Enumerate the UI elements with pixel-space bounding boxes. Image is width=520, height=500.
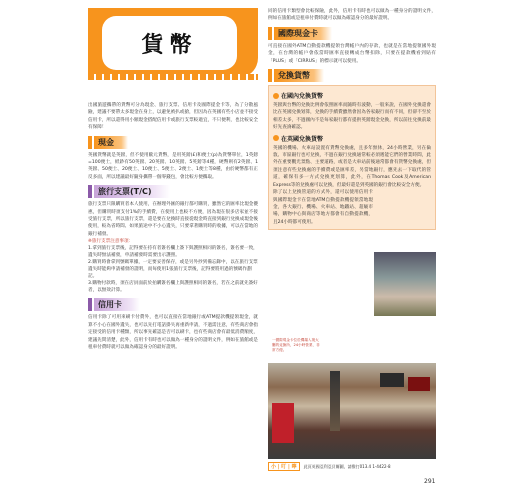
travelers-cheque-paragraph: 旅行支票只限購買者本人使用，在辦理外匯的銀行都可購買，雖然它的匯率比現金優惠，但購買時須支付1%的手續費，在使用上也較不方便，因為現在很多店家並不接受旅行支票，所以旅行支票，還是要在兌換時直接從現金時直接到銀行兌換成現金後使用，較為省時間、如果旅途中不小心遺失，只要拿著購買時的收據，可以在當地的銀行補發。 <box>88 202 258 237</box>
uk-exchange-paragraph-2: 除了以上兌換管道的方式外，還可以使用信用卡與國際現金卡在當地ATM自動提款機提領當地現金，各大銀行、機場、火車站、地鐵站、超級市場，購物中心與商店等地方都會有自動提款機，且24小時都可使用。 <box>273 190 373 225</box>
piccadilly-circus-photo <box>268 363 436 459</box>
title-banner <box>88 8 258 78</box>
uk-exchange-paragraph: 英國的機場、火車站設置有貨幣兌換處，且多年無休，24小時營業，另在倫敦、市區銀行也可兌換，不過在銀行兌換通常較必須遞能它們的營業時間，此外在重要觀光景點、主要道路，或者是大車站前後通常都會有貨幣兌換處，但須注意有些兌換處的手續費或是匯率差，另當地銀行，應先去一下取代的管道，確保有多一方式兌換更划算，此外，在Thomas Cook及American Express等的兌換處可以兌換，但最好還是到英國的銀行會比較安全方便。 <box>273 145 431 188</box>
exchange-photo-caption: 一國際現金卡位於機場入境大廳的兌換所，24小時營業、非常方便。 <box>272 338 320 352</box>
credit-card-heading <box>88 298 258 311</box>
travelers-cheque-note-title: ※旅行支票注意事項： <box>88 239 134 245</box>
title-stripe <box>88 74 258 80</box>
caption-tag: 小 | 叮 | 嚀 <box>268 462 300 471</box>
travelers-cheque-heading <box>88 185 258 198</box>
left-column <box>88 8 258 493</box>
uk-exchange-title: 在英國兌換貨幣 <box>273 134 431 143</box>
billboard-shape <box>380 373 404 387</box>
cash-heading-label: 現金 <box>94 136 128 149</box>
credit-card-paragraph: 信用卡除了可用來刷卡付費外，也可以直接在當地銀行或ATM提款機提領現金，就算不小心在國外遺失，也可以先打電話掛失再重新申請，不過需注意，有些商店會指定接受的信用卡種類，所以事先確認是否可以刷卡，也有些商店會有最低消費額度，建議先問清楚，此外，信用卡有時也可以做為一種身分的證明文件，例如在旅館或是租車付費時就可以做為確認身分的最好證明。 <box>88 315 258 350</box>
travelers-cheque-heading-label: 旅行支票(T/C) <box>94 185 170 198</box>
right-intro-paragraph: 同的信用卡類型會比較保險，此外，信用卡有時也可以做為一種身分的證明文件，例如在旅館或是租車付費時就可以做為確認身分的最好證明。 <box>268 9 436 22</box>
photo-caption <box>268 462 436 471</box>
travelers-cheque-note-2: 2.購買時會拿到號碼單據，一定要妥善保存，或是另外抄到備忘錄中，以在旅行支票遺失時能夠申請補發的證明，而每使用1張旅行支票後，記得要將用過的號碼作劃記。 <box>88 260 258 280</box>
international-card-paragraph: 可直接在國外ATM自動提款機提領台灣帳戶內的存款，也就是在當地提領國外現金，在台灣的帳戶會依當時匯率直接轉成台幣扣除，只要在提款機看到貼有「PLUS」或「CIRRUS」的標示就可以使用。 <box>268 43 436 64</box>
caption-text: 此頁英國亞利亞貝爾圖，請撥打013.4 1-4422-8 <box>303 463 391 469</box>
bullet-icon <box>273 93 279 99</box>
intro-paragraph: 出國旅遊攜帶的貨幣可分為現金、旅行支票、信用卡及國際提金卡等，為了分散風險，建議不要帶太多現金在身上，以避免被扒或搶，但因為在英國有些小店並不接受信用卡，所以還得用小額現金搭配信用卡或旅行支票較適宜，不只便利，也比較安全有保障！ <box>88 103 258 131</box>
page-title: 貨幣 <box>141 32 198 58</box>
right-column <box>268 8 436 493</box>
title-box <box>102 16 237 70</box>
statue-shape <box>330 371 340 431</box>
exchange-heading-label: 兌換貨幣 <box>274 69 324 82</box>
cash-paragraph: 英國貨幣就是英鎊，但不使用歐元貨幣，是用英鎊(£)和便士(p)為貨幣單位，1英鎊=100便士，紙鈔有50英鎊、20英鎊、10英鎊、5英鎊等4種，硬幣則有2英鎊、1英鎊、50便士、20便士、10便士、5便士、2便士、1便士等8種，由於硬幣都有正反多面，所以建議最好隨身攜帶一個零錢包，會比較方便攜取。 <box>88 152 258 180</box>
credit-card-heading-label: 信用卡 <box>94 298 140 311</box>
travelers-cheque-note-3: 3.購物付款時，須在店員面前於拍購簽名欄上與護照相同的簽名，若在之前就先簽好者，以無效計算。 <box>88 281 258 294</box>
billboard-shape-2 <box>408 377 430 391</box>
exchange-office-photo <box>373 251 437 317</box>
cash-heading <box>88 136 258 149</box>
travelers-cheque-note-1: 1.拿到旅行支票後，記得要在持有者簽名欄上簽下與護照相同的簽名，簽名要一致，遺失時無法補發，申請補發時需要出示護照。 <box>88 246 258 259</box>
exchange-heading <box>268 69 436 82</box>
international-card-heading <box>268 27 436 40</box>
red-bus-shape <box>272 403 294 443</box>
bullet-icon <box>273 135 279 141</box>
page-number: 291 <box>424 478 436 485</box>
exchange-box <box>268 85 436 230</box>
taiwan-exchange-paragraph: 英鎊與台幣的兌換比例會依照匯率而隨時有波動，一般來說，在國外兌換還會比在英國兌換划算，兌換的手續費雖然會因為各家銀行而有不同，但卻不至於相差太多，不過國內不是每家銀行都有提供英鎊現金兌換，所以前往兌換前最好先查詢確認。 <box>273 103 431 131</box>
taiwan-exchange-title: 在國內兌換貨幣 <box>273 91 431 100</box>
international-card-heading-label: 國際現金卡 <box>274 27 332 40</box>
